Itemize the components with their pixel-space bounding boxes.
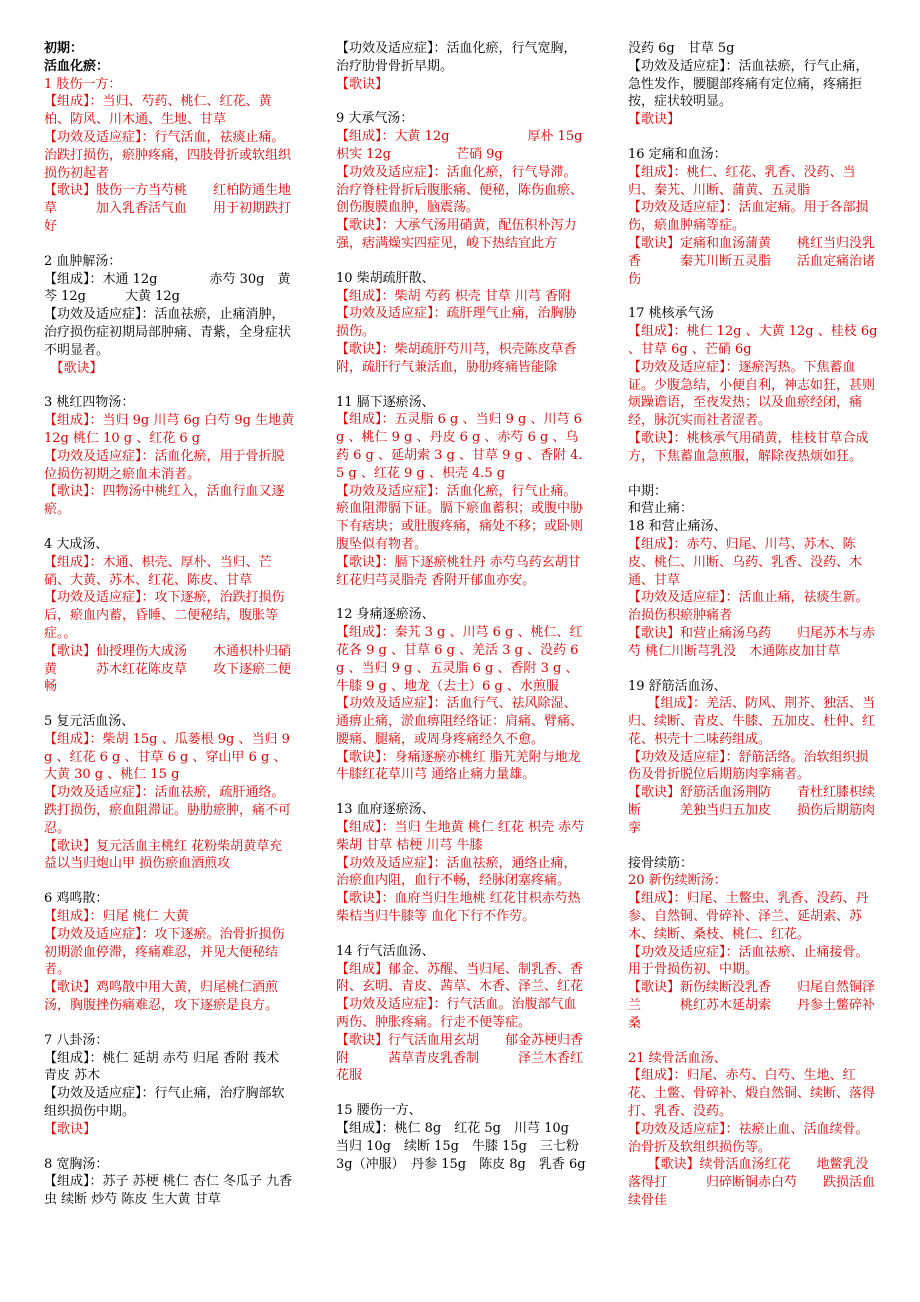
formula-line: 【功效及适应症】：活血祛瘀，疏肝通络。跌打损伤，瘀血阻滞证。胁肋瘀肿，痛不可忍。 — [44, 785, 292, 836]
formula-line: 【组成】：桃仁 12g 、大黄 12g 、桂枝 6g 、甘草 6g 、芒硝 6g — [628, 324, 878, 357]
formula-entry — [336, 606, 588, 784]
formula-line: 【歌诀】舒筋活血汤荆防 青杜红膝枳续断 羌独当归五加皮 损伤后期筋肉挛 — [628, 785, 876, 836]
column-right — [628, 40, 880, 1270]
formula-title: 7 八卦汤： — [44, 1032, 109, 1048]
formula-line: 【歌诀】 — [44, 360, 103, 376]
formula-entry — [44, 536, 296, 696]
formula-line: 【组成】：当归、芍药、桃仁、红花、黄柏、防风、川木通、生地、甘草 — [44, 94, 272, 128]
formula-title: 19 舒筋活血汤、 — [628, 678, 727, 694]
formula-line: 【功效及适应症】：活血化瘀，行气宽胸，治疗肋骨骨折早期。 — [336, 41, 577, 74]
formula-entry — [628, 872, 880, 1032]
formula-line: 【功效及适应症】：活血化瘀，用于骨折脱位损伤初期之瘀血未消者。 — [44, 448, 285, 482]
formula-line: 【功效及适应症】：行气止痛，治疗胸部软组织损伤中期。 — [44, 1086, 285, 1120]
formula-line: 【组成】：当归 9g 川芎 6g 白芍 9g 生地黄 12g 桃仁 10 g 、红花 6 g — [44, 413, 295, 446]
formula-line: 【功效及适应症】：活血祛瘀、止痛接骨。用于骨损伤初、中期。 — [628, 944, 869, 978]
formula-entry — [336, 270, 588, 377]
formula-entry — [628, 305, 880, 465]
formula-line: 【歌诀】和营止痛汤乌药 归尾苏木与赤芍 桃仁川断芎乳没 木通陈皮加甘草 — [628, 625, 876, 659]
formula-line: 【歌诀】：膈下逐瘀桃牡丹 赤芍乌药玄胡甘 红花归芎灵脂壳 香附开郁血亦安。 — [336, 554, 581, 588]
formula-entry — [628, 1050, 880, 1210]
formula-line: 【组成】：秦艽 3 g 、川芎 6 g 、桃仁、红花各 9 g 、甘草 6 g 、羌活 3 g 、没药 6 g 、当归 9 g 、五灵脂 6 g 、香附 3 g 、牛膝 9 g 、地龙（去土）6 g 、水煎服 — [336, 625, 583, 694]
formula-line: 【功效及适应症】：活血止痛，祛痰生新。治损伤积瘀肿痛者 — [628, 590, 869, 624]
formula-line: 【歌诀】复元活血主桃红 花粉柴胡黄草充 益以当归炮山甲 损伤瘀血酒煎攻 — [44, 838, 283, 872]
formula-line: 【组成】：木通、枳壳、厚朴、当归、芒硝、大黄、苏木、红花、陈皮、甘草 — [44, 554, 272, 588]
formula-title: 1 肢伤一方： — [44, 76, 122, 92]
formula-entry — [628, 518, 880, 660]
formula-line: 【组成】：柴胡 15g 、瓜蒌根 9g 、当归 9 g 、红花 6 g 、甘草 6 g 、穿山甲 6 g 、大黄 30 g 、桃仁 15 g — [44, 731, 290, 783]
formula-line: 【功效及适应症】：攻下逐瘀。治骨折损伤初期淤血停滞，疼痛难忍，并见大便秘结者。 — [44, 926, 285, 978]
formula-line: 【歌诀】：大承气汤用硝黄，配伍积朴泻力强，痞满燥实四症见，峻下热结宜此方 — [336, 218, 577, 251]
formula-title: 15 腰伤一方、 — [336, 1103, 422, 1119]
formula-line: 【歌诀】 — [44, 1121, 97, 1137]
formula-entry — [44, 394, 296, 519]
formula-title: 4 大成汤、 — [44, 536, 109, 552]
formula-line: 【组成】：归尾、赤芍、白芍、生地、红花、土鳖、骨碎补、煅自然铜、续断、落得打、乳香、没药。 — [628, 1068, 876, 1120]
formula-line: 【功效及适应症】：行气活血，祛痰止痛。治跌打损伤，瘀肿疼痛，四肢骨折或软组织损伤初起者 — [44, 129, 292, 181]
formula-line: 【功效及适应症】：活血祛瘀，通络止痛，治瘀血内阻，血行不畅，经脉闭塞疼痛。 — [336, 855, 577, 889]
formula-entry — [628, 678, 880, 838]
formula-entry — [44, 890, 296, 1015]
formula-line: 【歌诀】 — [628, 112, 681, 128]
formula-line: 【功效及适应症】：活血祛瘀，止痛消肿，治疗损伤症初期局部肿痛、青紫，全身症状不明显者。 — [44, 307, 292, 358]
formula-line: 【功效及适应症】：逐瘀泻热。下焦蓄血证。少腹急结，小便自利，神志如狂，甚则烦躁谵语，至夜发热；以及血瘀经闭，痛经，脉沉实而社者涩者。 — [628, 359, 876, 429]
formula-line: 【组成】：桃仁 8g 红花 5g 川芎 10g 当归 10g 续断 15g 牛膝 15g 三七粉 3g（冲服） 丹参 15g 陈皮 8g 乳香 6g — [336, 1121, 586, 1172]
formula-line: 【功效及适应症】：攻下逐瘀，治跌打损伤后，瘀血内蓄，昏睡、二便秘结，腹胀等症。。 — [44, 590, 285, 641]
formula-title: 20 新伤续断汤： — [628, 873, 727, 889]
section-heading: 初期： — [44, 41, 84, 56]
column-left — [44, 40, 296, 1270]
formula-entry — [336, 801, 588, 926]
formula-line: 【组成】：归尾、土鳖虫、乳香、没药、丹参、自然铜、骨碎补、泽兰、延胡索、苏木、续断、桑枝、桃仁、红花。 — [628, 891, 869, 942]
formula-line: 【功效及适应症】：活血化瘀，行气导滞。治疗脊柱骨折后腹胀痛、便秘，陈伤血瘀、创伤腹膜血肿，脑震荡。 — [336, 164, 584, 216]
formula-title: 16 定痛和血汤： — [628, 146, 727, 162]
formula-title: 10 柴胡疏肝散、 — [336, 270, 435, 286]
formula-title: 3 桃红四物汤： — [44, 395, 135, 411]
formula-line: 【歌诀】：四物汤中桃红入，活血行血又逐瘀。 — [44, 484, 285, 518]
formula-line: 【功效及适应症】：活血祛瘀，行气止痛，急性发作，腰腿部疼痛有定位痛，疼痛拒按，症状较明显。 — [628, 58, 869, 110]
formula-title: 17 桃核承气汤 — [628, 306, 714, 322]
formula-line: 【组成】：桃仁 延胡 赤芍 归尾 香附 莪术 青皮 苏木 — [44, 1050, 280, 1084]
formula-line: 【组成】：当归 生地黄 桃仁 红花 枳壳 赤芍 柴胡 甘草 桔梗 川芎 牛膝 — [336, 820, 585, 853]
formula-line: 【组成】：五灵脂 6 g 、当归 9 g 、川芎 6 g 、桃仁 9 g 、丹皮 6 g 、赤芍 6 g 、乌药 6 g 、延胡索 3 g 、甘草 9 g 、香附 4.5 g 、红花 9 g 、枳壳 4.5 g — [336, 412, 583, 481]
formula-line: 【歌诀】行气活血用玄胡 郁金苏梗归香附 茜草青皮乳香制 泽兰木香红花服 — [336, 1032, 584, 1084]
formula-line: 【歌诀】续骨活血汤红花 地鳖乳没落得打 归碎断铜赤白芍 跌损活血续骨佳 — [628, 1157, 876, 1209]
formula-line: 【歌诀】：身痛逐瘀亦桃红 脂艽羌附与地龙 牛膝红花草川芎 通络止痛力量雄。 — [336, 749, 581, 783]
formula-line: 【组成】：桃仁、红花、乳香、没药、当归、秦艽、川断、蒲黄、五灵脂 — [628, 164, 856, 198]
formula-line: 【功效及适应症】：活血行气、祛风除湿、通痹止痛，淤血痹阻经络证：肩痛、臂痛、腰痛、腿痛，或周身疼痛经久不愈。 — [336, 696, 584, 747]
formula-line: 【歌诀】新伤续断没乳香 归尾自然铜泽兰 桃红苏木延胡索 丹参土鳖碎补桑 — [628, 980, 876, 1031]
formula-title: 18 和营止痛汤、 — [628, 519, 727, 535]
formula-entry — [44, 1032, 296, 1139]
formula-title: 13 血府逐瘀汤、 — [336, 802, 435, 818]
formula-entry — [336, 394, 588, 590]
formula-title: 6 鸡鸣散： — [44, 891, 109, 907]
formula-title: 8 宽胸汤： — [44, 1156, 109, 1172]
formula-title: 12 身痛逐瘀汤、 — [336, 607, 435, 623]
formula-line: 没药 6g 甘草 5g — [628, 41, 735, 56]
formula-entry — [44, 253, 296, 378]
formula-line: 【功效及适应症】：祛瘀止血、活血续骨。治骨折及软组织损伤等。 — [628, 1121, 869, 1155]
formula-line: 【功效及适应症】：活血化瘀，行气止痛。瘀血阻滞膈下证。膈下瘀血蓄积；或腹中胁下有痞块；或肚腹疼痛，痛处不移；或卧则腹坠似有物者。 — [336, 483, 584, 552]
formula-entry — [44, 713, 296, 873]
formula-line: 【组成】：苏子 苏梗 桃仁 杏仁 冬瓜子 九香虫 续断 炒芍 陈皮 生大黄 甘草 — [44, 1174, 293, 1208]
formula-title: 5 复元活血汤、 — [44, 714, 135, 730]
document-page — [44, 40, 886, 1270]
section-heading: 活血化瘀： — [44, 58, 110, 74]
formula-line: 【歌诀】 — [336, 76, 389, 92]
formula-line: 【功效及适应症】：活血定痛。用于各部损伤，瘀血肿痛等症。 — [628, 200, 869, 234]
formula-entry — [336, 1102, 588, 1173]
section-heading: 中期： — [628, 483, 668, 499]
formula-entry — [628, 40, 880, 129]
formula-line: 【歌诀】：桃核承气用硝黄，桂枝甘草合成方，下焦蓄血急煎服，解除夜热烦如狂。 — [628, 430, 869, 464]
formula-entry — [336, 110, 635, 252]
formula-line: 【歌诀】鸡鸣散中用大黄，归尾桃仁酒煎汤，胸腹挫伤痛难忍，攻下逐瘀是良方。 — [44, 980, 279, 1014]
formula-line: 【功效及适应症】：疏肝理气止痛，治胸胁损伤。 — [336, 306, 577, 340]
formula-line: 【歌诀】肢伤一方当芍桃 红柏防通生地草 加入乳香活气血 用于初期跌打好 — [44, 183, 292, 234]
formula-line: 【功效及适应症】：行气活血。治腹部气血两伤、肿胀疼痛。行走不便等症。 — [336, 997, 577, 1031]
formula-title: 11 膈下逐瘀汤、 — [336, 394, 435, 410]
formula-title: 9 大承气汤： — [336, 111, 414, 127]
formula-line: 【组成】：赤芍、归尾、川芎、苏木、陈皮、桃仁、川断、乌药、乳香、没药、木通、甘草 — [628, 536, 863, 588]
formula-line: 【组成】：归尾 桃仁 大黄 — [44, 909, 189, 925]
formula-title: 21 续骨活血汤、 — [628, 1050, 727, 1066]
formula-line: 【歌诀】：血府当归生地桃 红花甘枳赤芍热 柴桔当归牛膝等 血化下行不作劳。 — [336, 891, 581, 925]
formula-entry — [44, 1156, 296, 1209]
formula-line: 【歌诀】仙授理伤大成汤 木通枳朴归硝黄 苏木红花陈皮草 攻下逐瘀二便畅 — [44, 643, 292, 695]
formula-entry — [336, 943, 588, 1085]
formula-title: 2 血肿解汤： — [44, 253, 122, 269]
formula-entry — [336, 40, 588, 93]
formula-line: 【歌诀】定痛和血汤蒲黄 桃红当归没乳香 秦艽川断五灵脂 活血定痛治诸伤 — [628, 235, 876, 287]
formula-line: 【歌诀】：柴胡疏肝芍川芎，枳壳陈皮草香附，疏肝行气兼活血，胁肋疼痛皆能除 — [336, 341, 577, 375]
formula-line: 【组成】郁金、苏醒、当归尾、制乳香、香附、玄明、青皮、茜草、木香、泽兰、红花 — [336, 961, 584, 995]
formula-line: 【组成】：柴胡 芍药 枳壳 甘草 川芎 香附 — [336, 288, 572, 304]
formula-line: 【组成】：木通 12g 赤芍 30g 黄芩 12g 大黄 12g — [44, 271, 291, 305]
formula-line: 【组成】：大黄 12g 厚朴 15g 枳实 12g 芒硝 9g — [336, 129, 635, 162]
formula-title: 14 行气活血汤、 — [336, 943, 435, 959]
formula-line: 【组成】：羌活、防风、荆芥、独活、当归、续断、青皮、牛膝、五加皮、杜仲、红花、枳壳十二味药组成。 — [628, 696, 876, 747]
section-heading: 接骨续筋： — [628, 855, 694, 871]
formula-entry — [628, 146, 880, 288]
formula-line: 【功效及适应症】：舒筋活络。治软组织损伤及骨折脱位后期筋肉挛痛者。 — [628, 749, 869, 783]
formula-entry — [44, 76, 296, 236]
column-middle — [336, 40, 635, 1270]
section-heading: 和营止痛： — [628, 501, 694, 517]
